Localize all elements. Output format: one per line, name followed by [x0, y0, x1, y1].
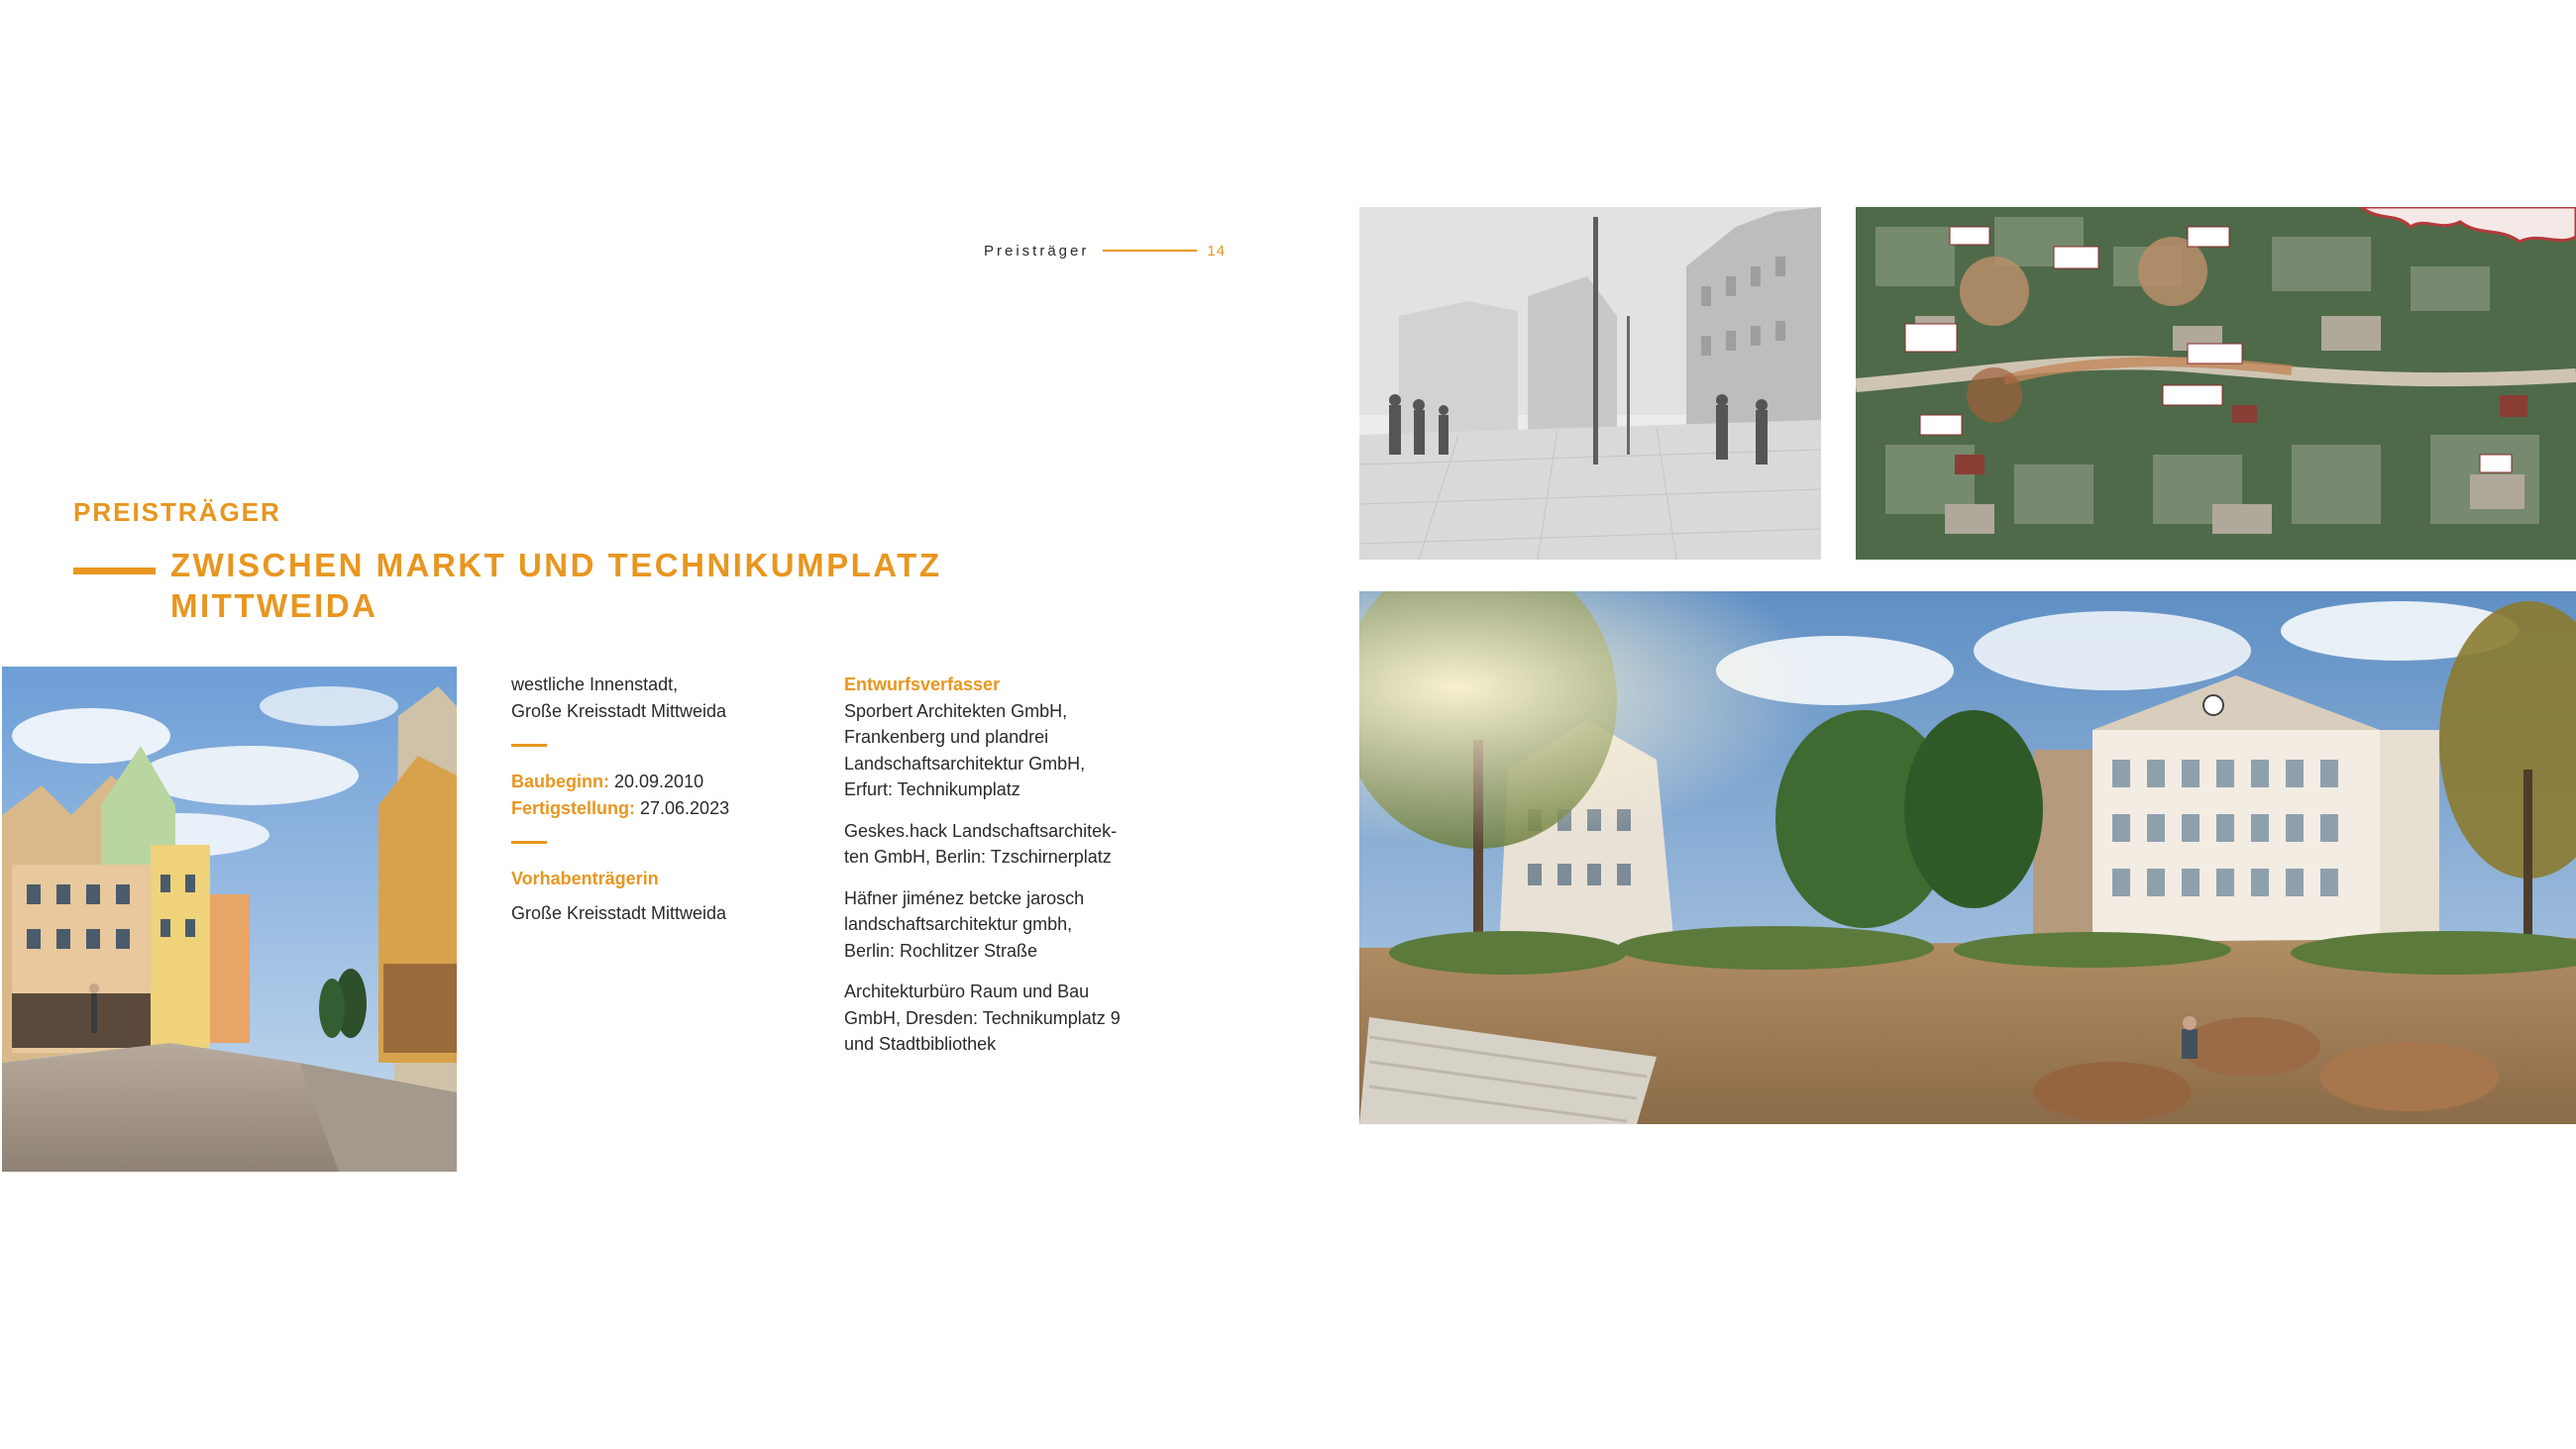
aerial-plan	[1856, 207, 2576, 560]
running-header-section: Preisträger	[984, 242, 1090, 259]
running-header	[984, 238, 1226, 263]
end-date-label: Fertigstellung:	[511, 797, 635, 818]
facts-rule-2	[511, 841, 547, 844]
park-photo	[1359, 591, 2576, 1124]
designer-line: GmbH, Dresden: Technikumplatz 9	[844, 1007, 1121, 1028]
page-number: 14	[1207, 242, 1227, 259]
designer-line: Berlin: Rochlitzer Straße	[844, 940, 1038, 961]
facts-rule-1	[511, 744, 547, 747]
location-line-1: westliche Innenstadt,	[511, 674, 679, 694]
page-title	[170, 545, 941, 626]
project-facts	[511, 672, 808, 926]
end-date-value: 27.06.2023	[635, 797, 730, 818]
end-date	[511, 795, 808, 822]
designers-list	[844, 672, 1171, 1058]
designer-line: Landschaftsarchitektur GmbH,	[844, 753, 1086, 774]
title-line-2: MITTWEIDA	[170, 587, 378, 624]
designer-entry	[844, 818, 1171, 871]
designers-label: Entwurfsverfasser	[844, 674, 1001, 694]
start-date	[511, 769, 808, 795]
running-header-rule	[1103, 250, 1197, 252]
designer-entry	[844, 698, 1171, 803]
designer-line: ten GmbH, Berlin: Tzschirnerplatz	[844, 847, 1112, 867]
designer-entry	[844, 885, 1171, 965]
designer-line: Architekturbüro Raum und Bau	[844, 982, 1090, 1001]
designer-line: landschaftsarchitektur gmbh,	[844, 914, 1073, 934]
designer-line: Sporbert Architekten GmbH,	[844, 700, 1068, 721]
location-line-2: Große Kreisstadt Mittweida	[511, 700, 727, 721]
title-line-1: ZWISCHEN MARKT UND TECHNIKUMPLATZ	[170, 547, 942, 583]
sketch-rendering	[1359, 207, 1821, 560]
start-date-value: 20.09.2010	[609, 772, 704, 791]
designer-line: Geskes.hack Landschaftsarchitek-	[844, 820, 1118, 841]
sponsor-value: Große Kreisstadt Mittweida	[511, 902, 727, 923]
sponsor-label: Vorhabenträgerin	[511, 869, 659, 888]
title-accent-bar	[73, 568, 156, 574]
start-date-label: Baubeginn:	[511, 772, 609, 791]
designer-line: Erfurt: Technikumplatz	[844, 779, 1020, 799]
section-kicker: PREISTRÄGER	[73, 497, 281, 527]
designer-line: und Stadtbibliothek	[844, 1034, 997, 1054]
designer-line: Frankenberg und plandrei	[844, 727, 1049, 747]
designer-entry	[844, 979, 1171, 1058]
street-photo	[2, 667, 457, 1172]
designer-line: Häfner jiménez betcke jarosch	[844, 887, 1085, 908]
